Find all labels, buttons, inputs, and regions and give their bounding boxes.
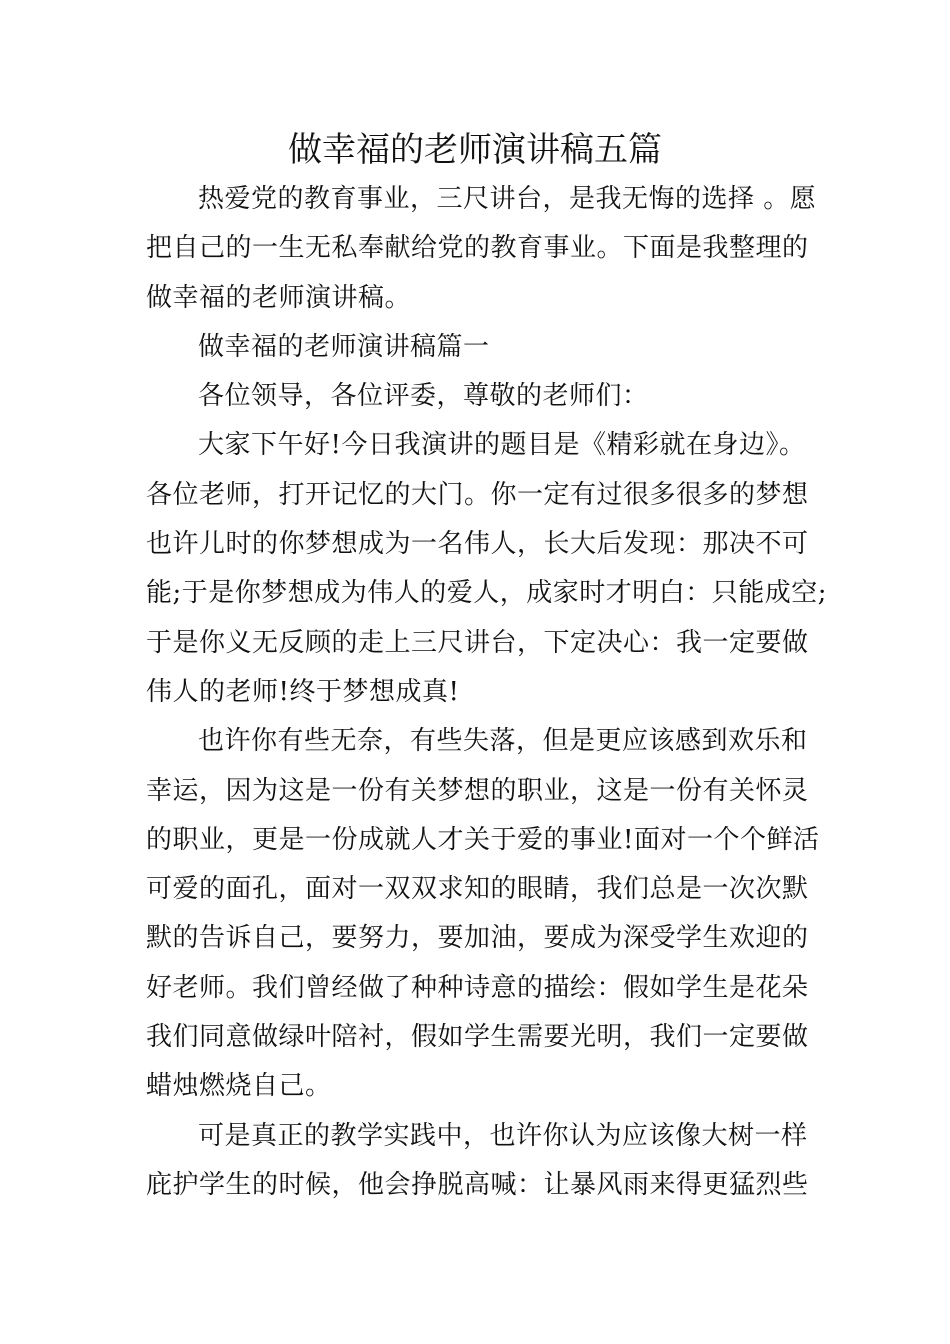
text-line: 的职业，更是一份成就人才关于爱的事业!面对一个个鲜活 (146, 824, 820, 855)
text-line: 可是真正的教学实践中，也许你认为应该像大树一样 (198, 1120, 808, 1151)
text-line: 幸运，因为这是一份有关梦想的职业，这是一份有关怀灵 (146, 775, 809, 806)
text-line: 把自己的一生无私奉献给党的教育事业。下面是我整理的 (146, 233, 809, 264)
text-line: 也许你有些无奈，有些失落，但是更应该感到欢乐和 (198, 726, 808, 757)
text-line: 我们同意做绿叶陪衬，假如学生需要光明，我们一定要做 (146, 1022, 809, 1053)
text-line: 能;于是你梦想成为伟人的爱人，成家时才明白：只能成空; (146, 578, 828, 609)
text-line: 也许儿时的你梦想成为一名伟人，长大后发现：那决不可 (146, 529, 809, 560)
text-line: 各位领导，各位评委，尊敬的老师们： (198, 381, 649, 412)
text-line: 好老师。我们曾经做了种种诗意的描绘：假如学生是花朵 (146, 972, 809, 1003)
text-line: 默的告诉自己，要努力，要加油，要成为深受学生欢迎的 (146, 923, 809, 954)
text-line: 做幸福的老师演讲稿。 (146, 282, 412, 313)
paragraph-body (146, 421, 826, 717)
text-line: 热爱党的教育事业，三尺讲台，是我无悔的选择 。愿 (198, 184, 817, 214)
text-line: 做幸福的老师演讲稿篇一 (198, 331, 490, 362)
document-title: 做幸福的老师演讲稿五篇 (288, 130, 662, 170)
text-line: 可爱的面孔，面对一双双求知的眼睛，我们总是一次次默 (146, 874, 809, 905)
section-heading (146, 323, 826, 372)
text-line: 蜡烛燃烧自己。 (146, 1071, 332, 1102)
text-line: 庇护学生的时候，他会挣脱高喊：让暴风雨来得更猛烈些 (146, 1169, 809, 1200)
text-line: 于是你义无反顾的走上三尺讲台，下定决心：我一定要做 (146, 627, 809, 658)
paragraph-body (146, 717, 826, 1111)
text-line: 各位老师，打开记忆的大门。你一定有过很多很多的梦想 (146, 479, 809, 510)
paragraph-salutation (146, 372, 826, 421)
paragraph-body (146, 1112, 826, 1211)
text-line: 大家下午好!今日我演讲的题目是《精彩就在身边》。 (198, 430, 806, 461)
document-body (146, 175, 826, 1210)
paragraph-intro (146, 175, 826, 323)
text-line: 伟人的老师!终于梦想成真! (146, 676, 460, 707)
